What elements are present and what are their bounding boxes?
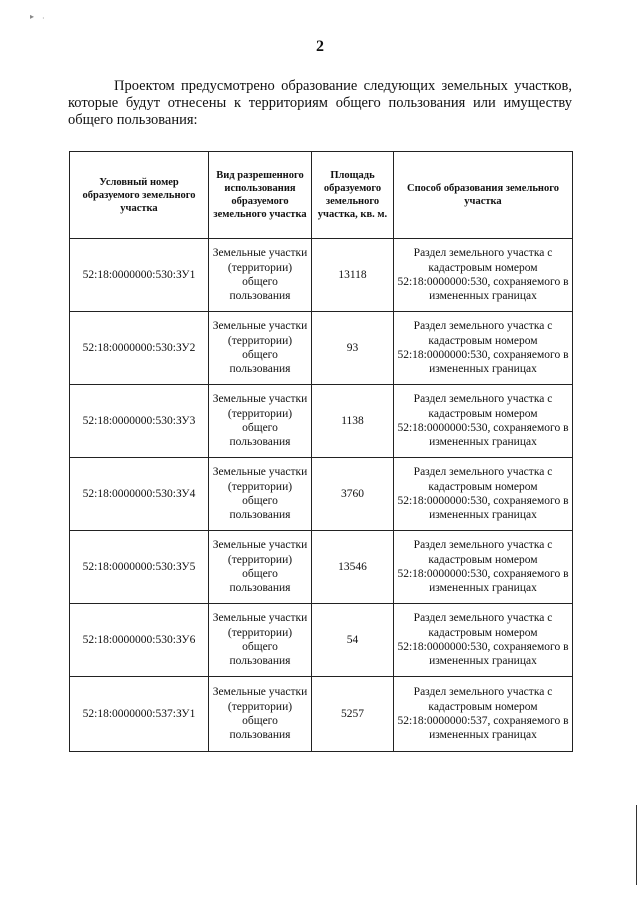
cell-parcel-number: 52:18:0000000:530:ЗУ5 — [70, 531, 209, 604]
table-row — [70, 385, 573, 458]
cell-permitted-use: Земельные участки (территории) общего пользования — [209, 239, 312, 312]
table-row — [70, 604, 573, 677]
scan-speck: · — [42, 14, 45, 23]
cell-formation-method: Раздел земельного участка с кадастровым номером 52:18:0000000:530, сохраняемого в измененных границах — [394, 604, 573, 677]
table-row — [70, 239, 573, 312]
cell-area: 5257 — [312, 677, 394, 752]
cell-formation-method: Раздел земельного участка с кадастровым номером 52:18:0000000:530, сохраняемого в измененных границах — [394, 312, 573, 385]
cell-permitted-use: Земельные участки (территории) общего пользования — [209, 312, 312, 385]
table-row — [70, 312, 573, 385]
table-row — [70, 677, 573, 752]
cell-parcel-number: 52:18:0000000:537:ЗУ1 — [70, 677, 209, 752]
scan-edge-line — [636, 805, 637, 885]
cell-parcel-number: 52:18:0000000:530:ЗУ1 — [70, 239, 209, 312]
cell-permitted-use: Земельные участки (территории) общего пользования — [209, 531, 312, 604]
header-area: Площадь образуемого земельного участка, кв. м. — [312, 152, 394, 239]
cell-permitted-use: Земельные участки (территории) общего пользования — [209, 458, 312, 531]
cell-permitted-use: Земельные участки (территории) общего пользования — [209, 385, 312, 458]
cell-formation-method: Раздел земельного участка с кадастровым номером 52:18:0000000:537, сохраняемого в измененных границах — [394, 677, 573, 752]
cell-formation-method: Раздел земельного участка с кадастровым номером 52:18:0000000:530, сохраняемого в измененных границах — [394, 239, 573, 312]
table-row — [70, 531, 573, 604]
cell-area: 93 — [312, 312, 394, 385]
table-row — [70, 458, 573, 531]
cell-formation-method: Раздел земельного участка с кадастровым номером 52:18:0000000:530, сохраняемого в измененных границах — [394, 531, 573, 604]
cell-parcel-number: 52:18:0000000:530:ЗУ6 — [70, 604, 209, 677]
table-header-row — [70, 152, 573, 239]
header-parcel-number: Условный номер образуемого земельного участка — [70, 152, 209, 239]
land-parcels-table — [69, 151, 573, 752]
cell-permitted-use: Земельные участки (территории) общего пользования — [209, 604, 312, 677]
cell-parcel-number: 52:18:0000000:530:ЗУ4 — [70, 458, 209, 531]
header-permitted-use: Вид разрешенного использования образуемого земельного участка — [209, 152, 312, 239]
cell-area: 3760 — [312, 458, 394, 531]
intro-paragraph: Проектом предусмотрено образование следующих земельных участков, которые будут отнесены к территориям общего пользования или имуществу общего пользования: — [68, 78, 572, 128]
cell-area: 13118 — [312, 239, 394, 312]
cell-area: 54 — [312, 604, 394, 677]
cell-parcel-number: 52:18:0000000:530:ЗУ3 — [70, 385, 209, 458]
cell-area: 13546 — [312, 531, 394, 604]
cell-formation-method: Раздел земельного участка с кадастровым номером 52:18:0000000:530, сохраняемого в измененных границах — [394, 458, 573, 531]
scan-speck: ▸ — [30, 12, 35, 21]
cell-formation-method: Раздел земельного участка с кадастровым номером 52:18:0000000:530, сохраняемого в измененных границах — [394, 385, 573, 458]
cell-parcel-number: 52:18:0000000:530:ЗУ2 — [70, 312, 209, 385]
cell-permitted-use: Земельные участки (территории) общего пользования — [209, 677, 312, 752]
cell-area: 1138 — [312, 385, 394, 458]
page-number: 2 — [316, 38, 324, 55]
header-formation-method: Способ образования земельного участка — [394, 152, 573, 239]
